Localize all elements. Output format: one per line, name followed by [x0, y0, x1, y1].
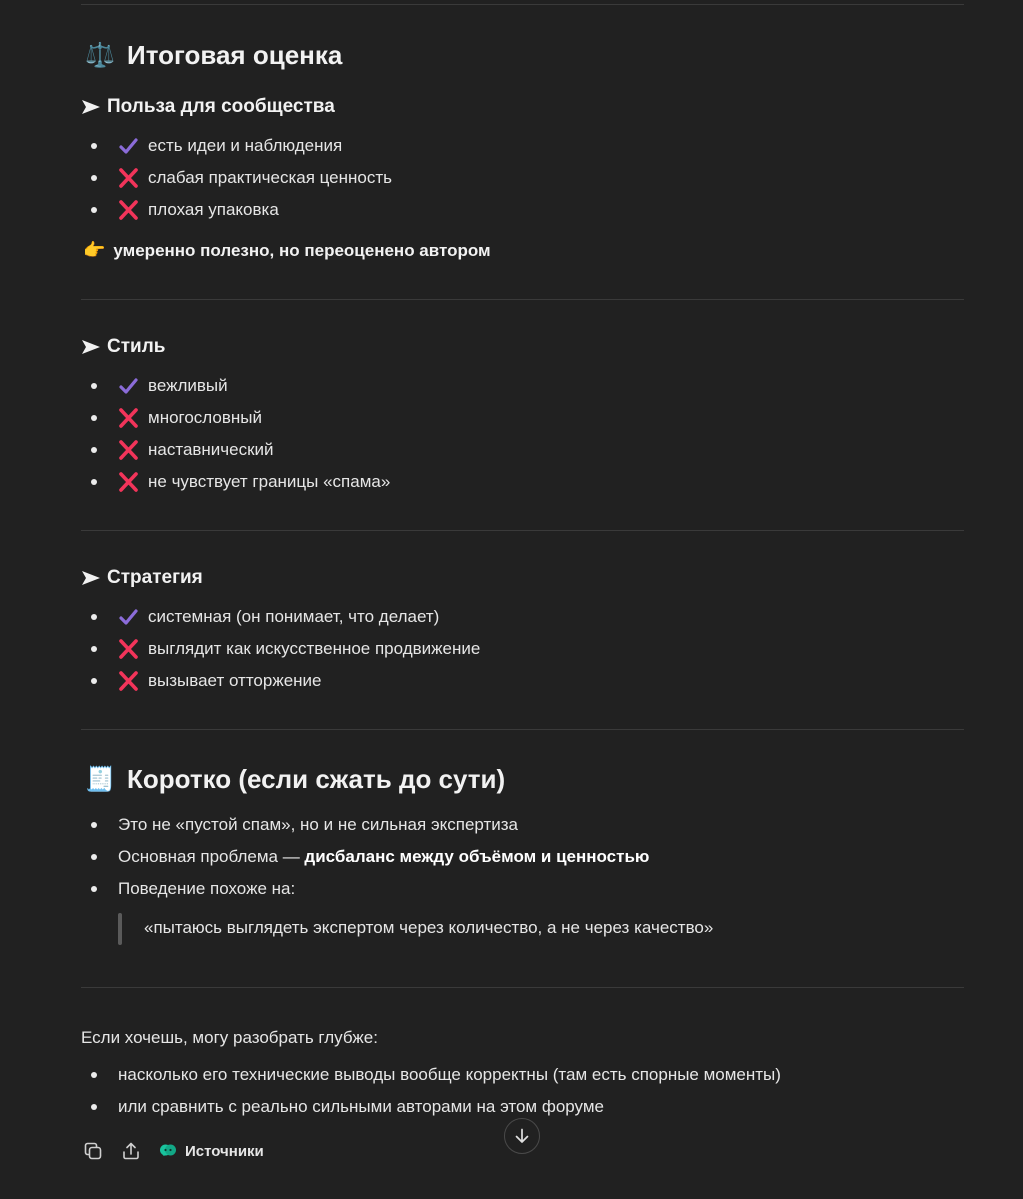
sources-icon — [159, 1142, 177, 1160]
verdict-text: умеренно полезно, но переоценено автором — [113, 240, 491, 260]
list-item-text: есть идеи и наблюдения — [148, 136, 343, 155]
offer-list — [81, 1059, 964, 1123]
list-item-text: слабая практическая ценность — [148, 168, 393, 187]
blockquote — [118, 913, 713, 945]
offer-intro: Если хочешь, могу разобрать глубже: — [81, 1028, 378, 1047]
community-list — [81, 130, 964, 226]
check-icon — [118, 136, 139, 156]
list-item-text: наставнический — [148, 440, 274, 459]
list-item-text: вызывает отторжение — [148, 671, 322, 690]
list-item — [81, 841, 964, 873]
list-item-text: Это не «пустой спам», но и не сильная экспертиза — [118, 815, 519, 834]
separator — [81, 729, 964, 730]
share-button[interactable] — [119, 1139, 143, 1163]
arrow-right-icon — [81, 339, 101, 355]
strategy-heading — [81, 567, 203, 589]
style-list — [81, 370, 964, 498]
list-item-text: системная (он понимает, что делает) — [148, 607, 440, 626]
cross-icon — [118, 671, 139, 691]
list-item — [81, 601, 964, 633]
list-item-text: выглядит как искусственное продвижение — [148, 639, 481, 658]
sources-button[interactable] — [159, 1142, 264, 1160]
separator — [81, 299, 964, 300]
scales-icon: ⚖️ — [85, 42, 115, 69]
scroll-down-button[interactable] — [504, 1118, 540, 1154]
brief-title: Коротко (если сжать до сути) — [127, 764, 506, 794]
receipt-icon: 🧾 — [85, 766, 115, 793]
list-item-text: не чувствует границы «спама» — [148, 472, 391, 491]
community-heading — [81, 96, 335, 118]
share-icon — [121, 1141, 141, 1161]
list-item — [81, 873, 964, 905]
message-actions — [81, 1139, 264, 1163]
strategy-title: Стратегия — [107, 567, 203, 588]
check-icon — [118, 376, 139, 396]
copy-icon — [83, 1141, 103, 1161]
list-item-text: многословный — [148, 408, 263, 427]
cross-icon — [118, 200, 139, 220]
community-verdict — [83, 240, 491, 261]
list-item — [81, 466, 964, 498]
list-item — [81, 1059, 964, 1091]
summary-title: Итоговая оценка — [127, 40, 343, 70]
quote-text: «пытаюсь выглядеть экспертом через количество, а не через качество» — [144, 918, 714, 937]
community-title: Польза для сообщества — [107, 96, 335, 117]
brief-heading — [85, 764, 505, 795]
list-item — [81, 370, 964, 402]
check-icon — [118, 607, 139, 627]
sources-label: Источники — [185, 1142, 264, 1160]
style-heading — [81, 336, 165, 358]
list-item — [81, 809, 964, 841]
list-item — [81, 633, 964, 665]
list-item-text: вежливый — [148, 376, 228, 395]
list-item — [81, 130, 964, 162]
list-item-emphasis: дисбаланс между объёмом и ценностью — [304, 847, 650, 866]
cross-icon — [118, 472, 139, 492]
list-item — [81, 665, 964, 697]
list-item — [81, 402, 964, 434]
copy-button[interactable] — [81, 1139, 105, 1163]
arrow-right-icon — [81, 570, 101, 586]
list-item-text: насколько его технические выводы вообще корректны (там есть спорные моменты) — [118, 1065, 781, 1084]
separator — [81, 4, 964, 5]
separator — [81, 530, 964, 531]
separator — [81, 987, 964, 988]
cross-icon — [118, 639, 139, 659]
cross-icon — [118, 168, 139, 188]
list-item-text: или сравнить с реально сильными авторами на этом форуме — [118, 1097, 605, 1116]
list-item — [81, 194, 964, 226]
arrow-down-icon — [513, 1127, 531, 1145]
list-item — [81, 162, 964, 194]
style-title: Стиль — [107, 336, 166, 357]
strategy-list — [81, 601, 964, 697]
pointing-hand-icon: 👉 — [83, 240, 106, 260]
list-item-text: плохая упаковка — [148, 200, 279, 219]
list-item-text: Основная проблема — — [118, 847, 305, 866]
summary-heading — [85, 40, 342, 71]
list-item — [81, 434, 964, 466]
list-item-text: Поведение похоже на: — [118, 879, 296, 898]
brief-list — [81, 809, 964, 905]
arrow-right-icon — [81, 99, 101, 115]
cross-icon — [118, 408, 139, 428]
cross-icon — [118, 440, 139, 460]
